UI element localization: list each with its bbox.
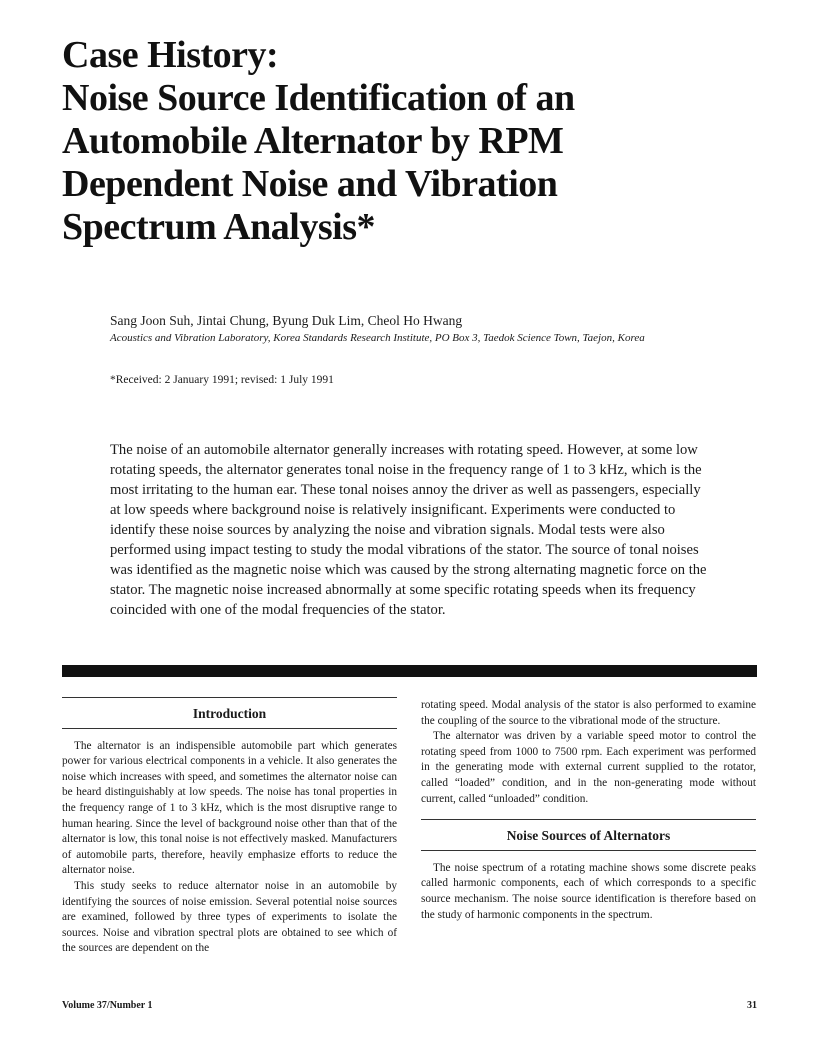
- title-line-1: Case History:: [62, 34, 279, 76]
- title-line-3: Automobile Alternator by RPM: [62, 120, 564, 162]
- title-line-2: Noise Source Identification of an: [62, 77, 575, 119]
- page-number: 31: [747, 1000, 757, 1011]
- title-line-4: Dependent Noise and Vibration: [62, 163, 558, 205]
- intro-paragraph-3: The alternator was driven by a variable speed motor to control the rotating speed from 1000 to 7500 rpm. Each experiment was performed in the generating mode with external current supplied to the rotator, called “loaded” condition, and in the non-generating mode without current, called “unloaded” condition.: [421, 730, 756, 805]
- author-affiliation: Acoustics and Vibration Laboratory, Korea Standards Research Institute, PO Box 3, Taedok Science Town, Taejon, Korea: [110, 332, 645, 344]
- received-date-note: *Received: 2 January 1991; revised: 1 July 1991: [110, 374, 334, 386]
- paper-title: [62, 34, 762, 249]
- section-divider-bar: [62, 665, 757, 677]
- journal-volume-footer: Volume 37/Number 1: [62, 1000, 153, 1011]
- right-column: [421, 698, 756, 923]
- title-line-5: Spectrum Analysis*: [62, 206, 375, 248]
- intro-paragraph-1: The alternator is an indispensible automobile part which generates power for various electrical components in a vehicle. It also generates the noise which increases with speed, and sometimes the alternator noise can be heard distinguishably at low speeds. The noise has tonal properties in the frequency range of 1 to 3 kHz, which is the most disruptive range to human hearing. Since the level of background noise other than that of the alternator is low, this tonal noise is not effectively masked. Manufacturers of automobile parts, therefore, heavily emphasize efforts to reduce the alternator noise.: [62, 739, 397, 877]
- author-list: Sang Joon Suh, Jintai Chung, Byung Duk Lim, Cheol Ho Hwang: [110, 313, 463, 328]
- noise-sources-heading: Noise Sources of Alternators: [421, 819, 756, 851]
- introduction-heading: Introduction: [62, 697, 397, 729]
- intro-paragraph-continued: rotating speed. Modal analysis of the stator is also performed to examine the coupling of the source to the vibrational mode of the structure.: [421, 699, 756, 727]
- left-column: [62, 697, 397, 957]
- intro-paragraph-2: This study seeks to reduce alternator noise in an automobile by identifying the sources of noise emission. Several potential noise sources are examined, followed by three types of experiments to isolate the sources. Noise and vibration spectral plots are obtained to see which of the sources are dependent on the: [62, 879, 397, 955]
- noise-sources-paragraph-1: The noise spectrum of a rotating machine shows some discrete peaks called harmonic components, each of which corresponds to a specific source mechanism. The noise source identification is therefore based on the study of harmonic components in the spectrum.: [421, 861, 756, 921]
- abstract: The noise of an automobile alternator generally increases with rotating speed. However, at some low rotating speeds, the alternator generates tonal noise in the frequency range of 1 to 3 kHz, which is the most irritating to the human ear. These tonal noises annoy the driver as well as passengers, especially at low speeds where background noise is relatively insignificant. Experiments were conducted to identify these noise sources by analyzing the noise and vibration signals. Modal tests were also performed using impact testing to study the modal vibrations of the stator. The source of tonal noises was identified as the magnetic noise which was caused by the strong alternating magnetic force on the stator. The magnetic noise increased abnormally at some specific rotating speeds when its frequency coincided with one of the modal frequencies of the stator.: [110, 442, 707, 618]
